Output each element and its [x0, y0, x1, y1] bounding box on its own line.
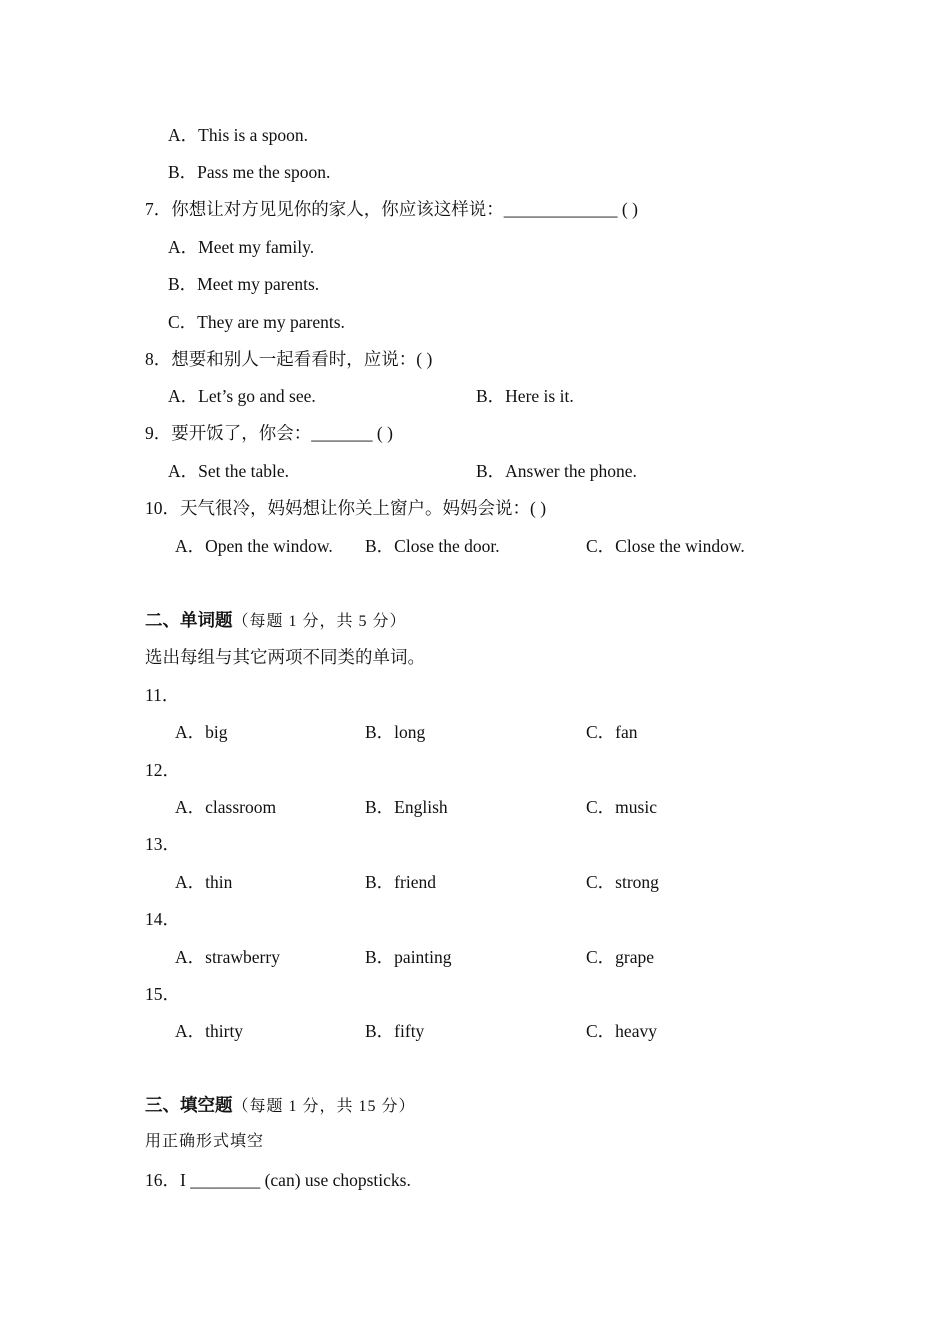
q7-option-b: B．Meet my parents.	[168, 274, 320, 294]
section3-heading: 三、填空题	[145, 1095, 233, 1115]
q13-option-a: A．thin	[175, 872, 233, 892]
q16-sentence	[145, 1169, 411, 1191]
q15-number: 15．	[145, 984, 180, 1004]
q12-option-a: A．classroom	[175, 797, 277, 817]
q7-stem: 7．你想让对方见见你的家人，你应该这样说：_____________ ( )	[145, 199, 638, 219]
q7-option-c: C．They are my parents.	[168, 312, 345, 332]
q13-option-b: B．friend	[365, 872, 436, 892]
q8-option-b: B．Here is it.	[476, 386, 574, 406]
q12-option-b: B．English	[365, 797, 448, 817]
section3-score: （每题 1 分，共 15 分）	[232, 1098, 416, 1115]
q15-option-c: C．heavy	[586, 1021, 657, 1041]
q14-number: 14．	[145, 909, 180, 929]
q8-stem: 8．想要和别人一起看看时，应说：( )	[145, 349, 433, 369]
q6-option-b: B．Pass me the spoon.	[168, 162, 331, 182]
q10-stem: 10．天气很冷，妈妈想让你关上窗户。妈妈会说：( )	[145, 498, 547, 518]
q14-option-b: B．painting	[365, 947, 452, 967]
q10-option-b: B．Close the door.	[365, 536, 500, 556]
section2-score: （每题 1 分，共 5 分）	[232, 613, 407, 630]
q13-number: 13．	[145, 834, 180, 854]
q9-stem: 9．要开饭了，你会：_______ ( )	[145, 423, 393, 443]
q10-option-a: A．Open the window.	[175, 536, 333, 556]
q7-option-a: A．Meet my family.	[168, 237, 315, 257]
q6-option-a: A．This is a spoon.	[168, 125, 308, 145]
q11-number: 11．	[145, 685, 180, 705]
q11-option-c: C．fan	[586, 722, 638, 742]
q9-option-a: A．Set the table.	[168, 461, 290, 481]
q13-option-c: C．strong	[586, 872, 659, 892]
q11-option-a: A．big	[175, 722, 228, 742]
q8-option-a: A．Let’s go and see.	[168, 386, 316, 406]
q16-answer-blank[interactable]: ________	[190, 1170, 261, 1190]
q11-option-b: B．long	[365, 722, 426, 742]
section2-instruction: 选出每组与其它两项不同类的单词。	[145, 647, 425, 667]
section2-heading: 二、单词题	[145, 610, 233, 630]
section3-instruction: 用正确形式填空	[145, 1133, 265, 1150]
q14-option-a: A．strawberry	[175, 947, 280, 967]
section2-title	[145, 609, 407, 633]
q16-rest: (can) use chopsticks.	[260, 1170, 411, 1190]
q16-number: 16．I	[145, 1170, 191, 1190]
q12-option-c: C．music	[586, 797, 657, 817]
q14-option-c: C．grape	[586, 947, 655, 967]
q9-option-b: B．Answer the phone.	[476, 461, 637, 481]
q15-option-a: A．thirty	[175, 1021, 244, 1041]
q15-option-b: B．fifty	[365, 1021, 425, 1041]
section3-title	[145, 1094, 416, 1118]
q12-number: 12．	[145, 760, 180, 780]
q10-option-c: C．Close the window.	[586, 536, 745, 556]
